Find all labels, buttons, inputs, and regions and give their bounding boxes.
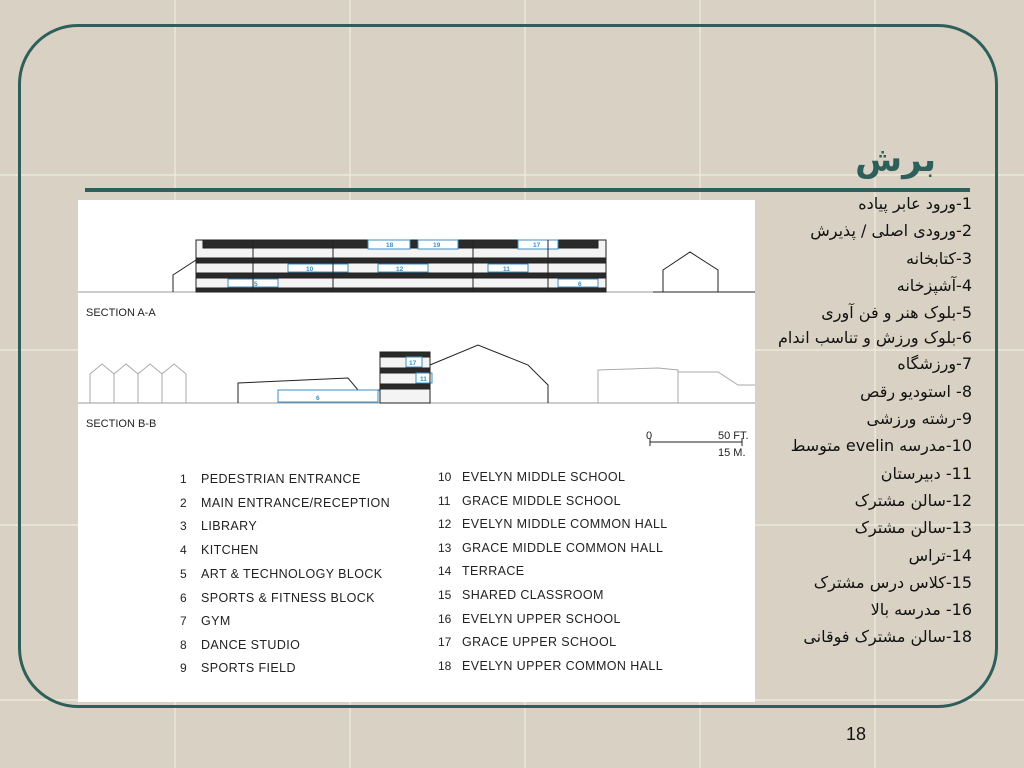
key-number: 6 xyxy=(180,591,187,605)
key-label: TERRACE xyxy=(462,564,525,578)
key-number: 16 xyxy=(438,612,452,626)
legend-item: 9-رشته ورزشی xyxy=(866,409,972,429)
legend-item: 2-ورودی اصلی / پذیرش xyxy=(810,221,972,241)
key-number: 8 xyxy=(180,638,187,652)
key-number: 1 xyxy=(180,472,187,486)
key-number: 11 xyxy=(438,494,451,508)
section-a-tag: 18 xyxy=(386,242,394,249)
key-label: GRACE UPPER SCHOOL xyxy=(462,635,617,649)
key-number: 5 xyxy=(180,567,187,581)
legend-item: 5-بلوک هنر و فن آوری xyxy=(821,303,972,323)
section-a-tag: 6 xyxy=(578,281,582,288)
section-b-tag: 11 xyxy=(420,376,427,383)
section-b-tag: 17 xyxy=(409,360,417,367)
section-b-building xyxy=(78,345,755,403)
key-number: 10 xyxy=(438,470,452,484)
key-label: SPORTS & FITNESS BLOCK xyxy=(201,591,375,605)
legend-item: 3-کتابخانه xyxy=(906,248,972,268)
key-number: 9 xyxy=(180,661,187,675)
legend-item: 4-آشپزخانه xyxy=(896,275,972,295)
key-label: EVELYN MIDDLE COMMON HALL xyxy=(462,517,668,531)
key-label: MAIN ENTRANCE/RECEPTION xyxy=(201,496,391,510)
key-label: EVELYN MIDDLE SCHOOL xyxy=(462,470,626,484)
legend-item: 10-مدرسه evelin متوسط xyxy=(790,436,972,456)
key-label: EVELYN UPPER COMMON HALL xyxy=(462,659,664,673)
key-label: DANCE STUDIO xyxy=(201,638,301,652)
section-a-tag: 5 xyxy=(254,281,258,288)
key-number: 2 xyxy=(180,496,187,510)
key-number: 13 xyxy=(438,541,452,555)
section-b-tag: 6 xyxy=(316,395,320,402)
scale-m: 15 M. xyxy=(718,447,746,459)
section-a-tag: 19 xyxy=(433,242,441,249)
legend-item: 16- مدرسه بالا xyxy=(870,600,972,620)
key-label: GYM xyxy=(201,614,231,628)
scale-zero: 0 xyxy=(646,430,653,442)
key-label: GRACE MIDDLE SCHOOL xyxy=(462,494,622,508)
key-label: EVELYN UPPER SCHOOL xyxy=(462,612,621,626)
slide-title: برش xyxy=(855,140,936,180)
legend-item: 13-سالن مشترک xyxy=(854,518,972,538)
key-number: 15 xyxy=(438,588,452,602)
key-label: SPORTS FIELD xyxy=(201,661,296,675)
section-a-building xyxy=(78,240,755,292)
section-b-label: SECTION B-B xyxy=(86,418,157,430)
legend-item: 6-بلوک ورزش و تناسب اندام xyxy=(778,328,972,348)
key-label: PEDESTRIAN ENTRANCE xyxy=(201,472,361,486)
key-right xyxy=(438,470,668,673)
key-number: 17 xyxy=(438,635,452,649)
legend-item: 1-ورود عابر پیاده xyxy=(858,194,972,213)
key-number: 7 xyxy=(180,614,187,628)
key-label: ART & TECHNOLOGY BLOCK xyxy=(201,567,383,581)
section-a-tag: 11 xyxy=(503,266,510,273)
section-a-tag: 10 xyxy=(306,266,314,273)
key-left xyxy=(180,472,390,675)
page-number: 18 xyxy=(846,724,867,744)
legend-item: 11- دبیرستان xyxy=(880,463,972,483)
persian-legend xyxy=(722,190,972,651)
key-label: KITCHEN xyxy=(201,543,259,557)
section-a-label: SECTION A-A xyxy=(86,307,156,319)
legend-item: 14-تراس xyxy=(908,545,972,565)
section-a-tag: 12 xyxy=(396,266,404,273)
key-label: GRACE MIDDLE COMMON HALL xyxy=(462,541,664,555)
legend-item: 15-کلاس درس مشترک xyxy=(813,572,972,592)
key-label: SHARED CLASSROOM xyxy=(462,588,604,602)
key-label: LIBRARY xyxy=(201,519,258,533)
section-a-tag: 17 xyxy=(533,242,541,249)
key-number: 4 xyxy=(180,543,187,557)
legend-item: 12-سالن مشترک xyxy=(854,490,972,510)
legend-item: 18-سالن مشترک فوقانی xyxy=(803,627,972,647)
key-number: 14 xyxy=(438,564,452,578)
key-number: 18 xyxy=(438,659,452,673)
section-drawing-svg xyxy=(78,200,755,702)
legend-item: 8- استودیو رقص xyxy=(860,381,972,401)
section-drawing xyxy=(78,200,755,702)
scale-ft: 50 FT. xyxy=(718,430,749,442)
legend-item: 7-ورزشگاه xyxy=(897,354,972,374)
key-number: 3 xyxy=(180,519,187,533)
key-number: 12 xyxy=(438,517,452,531)
